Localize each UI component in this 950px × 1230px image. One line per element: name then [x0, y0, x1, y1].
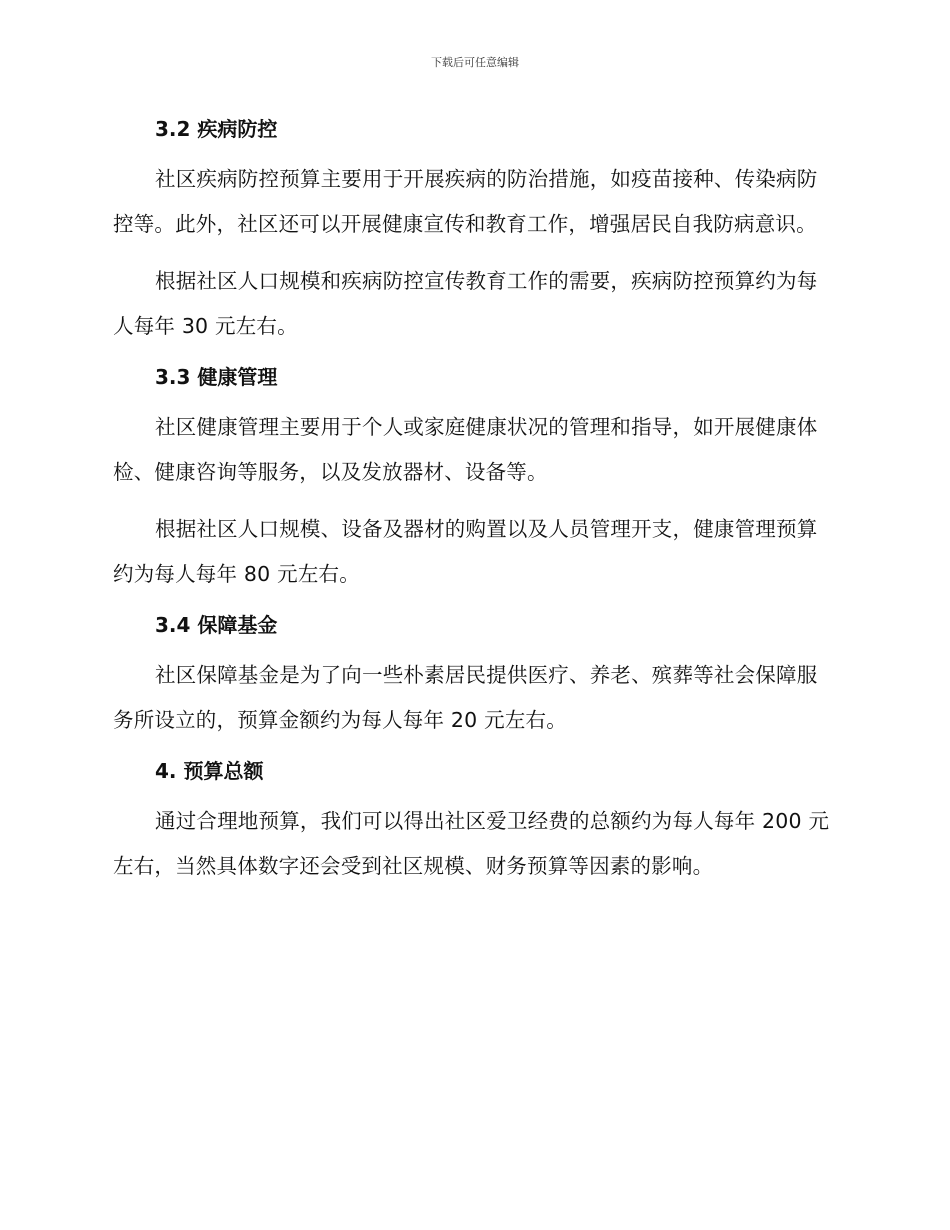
section-health-management [113, 361, 833, 597]
page-header: 下载后可任意编辑 [431, 56, 519, 69]
section-heading: 3.3 健康管理 [155, 365, 278, 389]
paragraph: 社区保障基金是为了向一些朴素居民提供医疗、养老、殡葬等社会保障服务所设立的，预算金额约为每人每年 20 元左右。 [113, 663, 818, 732]
document-body [113, 113, 833, 889]
section-budget-total [113, 755, 833, 889]
paragraph: 社区健康管理主要用于个人或家庭健康状况的管理和指导，如开展健康体检、健康咨询等服务，以及发放器材、设备等。 [113, 415, 818, 484]
paragraph: 社区疾病防控预算主要用于开展疾病的防治措施，如疫苗接种、传染病防控等。此外，社区还可以开展健康宣传和教育工作，增强居民自我防病意识。 [113, 167, 818, 236]
section-heading: 3.2 疾病防控 [155, 117, 278, 141]
paragraph: 根据社区人口规模和疾病防控宣传教育工作的需要，疾病防控预算约为每人每年 30 元左右。 [113, 269, 818, 338]
section-heading: 3.4 保障基金 [155, 613, 278, 637]
section-security-fund [113, 609, 833, 743]
paragraph: 通过合理地预算，我们可以得出社区爱卫经费的总额约为每人每年 200 元左右，当然具体数字还会受到社区规模、财务预算等因素的影响。 [113, 809, 830, 878]
section-heading: 4. 预算总额 [155, 759, 264, 783]
section-disease-control [113, 113, 833, 349]
paragraph: 根据社区人口规模、设备及器材的购置以及人员管理开支，健康管理预算约为每人每年 80 元左右。 [113, 517, 818, 586]
